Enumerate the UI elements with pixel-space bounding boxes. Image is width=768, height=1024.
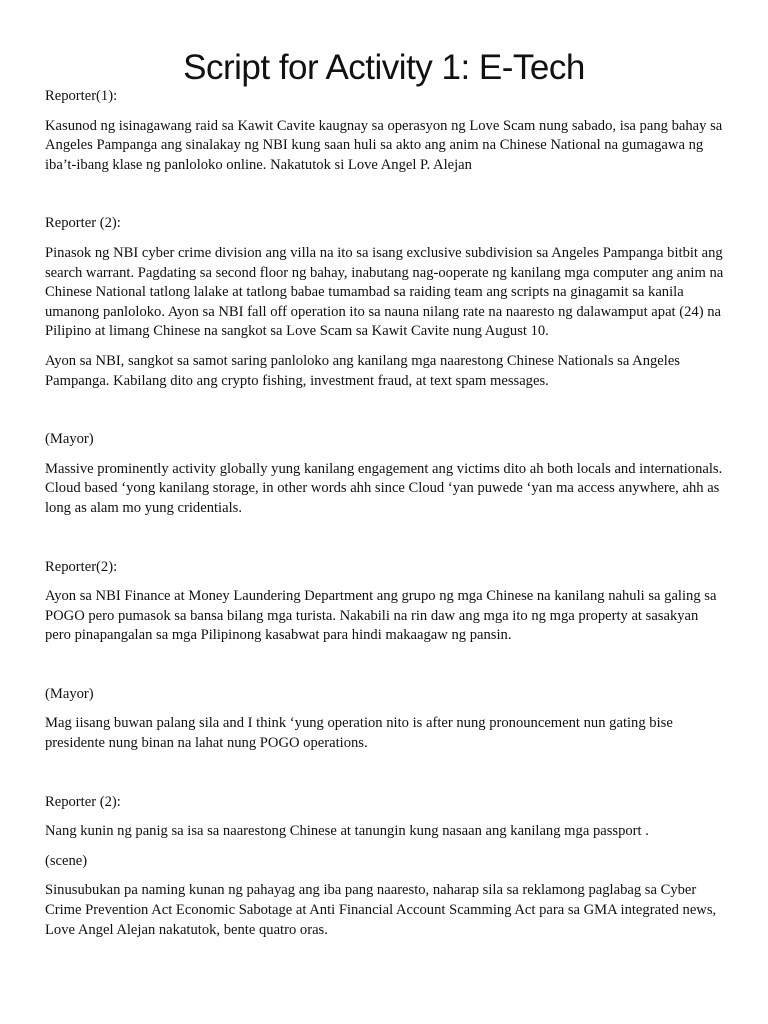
script-paragraph: Sinusubukan pa naming kunan ng pahayag ang iba pang naaresto, naharap sila sa reklamong paglabag sa Cyber Crime Prevention Act Economic Sabotage at Anti Financial Account Scamming Act para sa GMA integrated news, Love Angel Alejan nakatutok, bente quatro oras. bbox=[45, 882, 717, 938]
document-title: Script for Activity 1: E-Tech bbox=[183, 48, 585, 87]
script-body bbox=[45, 87, 727, 950]
speaker-label: Reporter (2): bbox=[45, 215, 121, 232]
speaker-label: (Mayor) bbox=[45, 431, 94, 448]
speaker-label: (scene) bbox=[45, 852, 88, 869]
speaker-label: (Mayor) bbox=[45, 685, 94, 702]
speaker-label: Reporter(2): bbox=[45, 558, 118, 575]
script-paragraph: Mag iisang buwan palang sila and I think ‘yung operation nito is after nung pronouncement nun gating bise presidente nung binan na lahat nung POGO operations. bbox=[45, 715, 673, 752]
speaker-label: Reporter (2): bbox=[45, 793, 121, 810]
script-paragraph: Massive prominently activity globally yung kanilang engagement ang victims dito ah both locals and internationals. Cloud based ‘yong kanilang storage, in other words ahh since Cloud ‘yan puwede ‘yan ma access anywhere, ahh as long as alam mo yung cridentials. bbox=[45, 460, 723, 516]
script-paragraph: Nang kunin ng panig sa isa sa naarestong Chinese at tanungin kung nasaan ang kanilang mga passport . bbox=[45, 823, 649, 840]
speaker-label: Reporter(1): bbox=[45, 88, 118, 104]
script-paragraph: Ayon sa NBI, sangkot sa samot saring panloloko ang kanilang mga naarestong Chinese Nationals sa Angeles Pampanga. Kabilang dito ang crypto fishing, investment fraud, at text spam messages. bbox=[45, 352, 680, 389]
script-paragraph: Kasunod ng isinagawang raid sa Kawit Cavite kaugnay sa operasyon ng Love Scam nung sabado, isa pang bahay sa Angeles Pampanga ang sinalakay ng NBI kung saan huli sa akto ang anim na Chinese National na gumagawa ng iba’t-ibang klase ng panloloko online. Nakatutok si Love Angel P. Alejan bbox=[45, 117, 723, 173]
script-paragraph: Pinasok ng NBI cyber crime division ang villa na ito sa isang exclusive subdivision sa Angeles Pampanga bitbit ang search warrant. Pagdating sa second floor ng bahay, inabutang nag-ooperate ng kanilang mga computer ang anim na Chinese National tatlong lalake at tatlong babae tumambad sa raiding team ang scripts na ginagamit sa kanila umanong panloloko. Ayon sa NBI fall off operation ito sa nauna nilang rate na naaresto ng dalawamput apat (24) na Pilipino at limang Chinese na sangkot sa Love Scam sa Kawit Cavite nung August 10. bbox=[45, 244, 724, 340]
script-paragraph: Ayon sa NBI Finance at Money Laundering Department ang grupo ng mga Chinese na kanilang nahuli sa galing sa POGO pero pumasok sa bansa bilang mga turista. Nakabili na rin daw ang mga ito ng mga property at sasakyan pero pinapangalan sa mga Pilipinong kasabwat para hindi makaagaw ng pansin. bbox=[45, 588, 717, 644]
